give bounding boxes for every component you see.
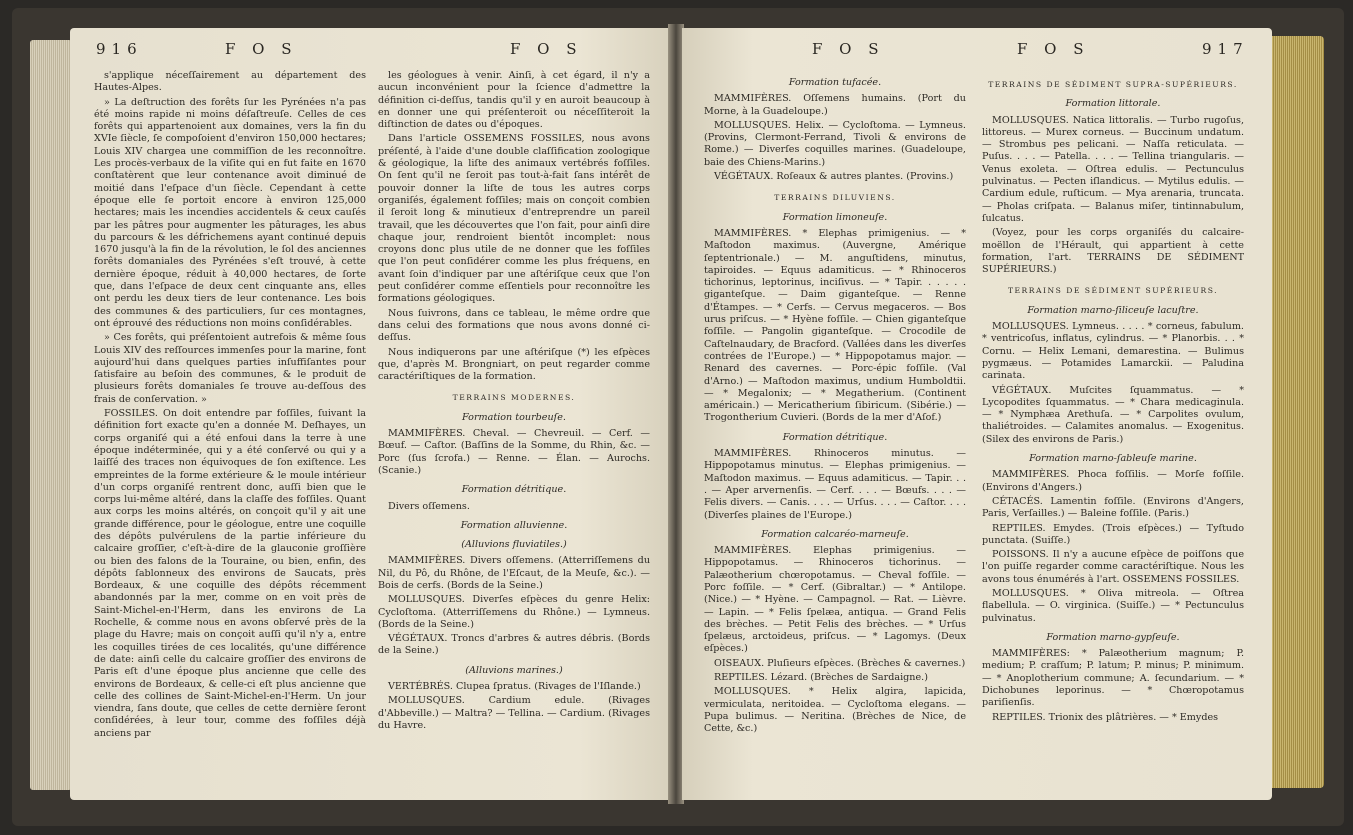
- paragraph: FOSSILES. On doit entendre par foſſiles, ſuivant la définition fort exacte qu'en a donnée M. Deſhayes, un corps organiſé qui a été enfoui dans la terre à une époque indéterminée, qui y a été conſervé ou qui y a laiſſé des traces non équivoques de ſon exiſtence. Les empreintes de la forme extérieure & le moule intérieur d'un corps organiſé rentrent donc, auſſi bien que le corps lui-même altéré, dans la claſſe des foſſiles. Quant aux corps les moins altérés, on conçoit qu'il y ait une grande différence, pour le géologue, entre une coquille des dépôts pulvérulens de la partie inférieure du calcaire groſſier, c'eſt-à-dire de la glauconie groſſière ou bien des falons de la Touraine, ou bien, enfin, des dépôts ſablonneux des environs de Saucats, près Bordeaux, & une coquille des dépôts récemment abandonnés par la mer, comme on en voit près de Saint-Michel-en-l'Herm, dans les environs de La Rochelle, & comme nous en avons obſervé près de la plage du Havre; mais on conçoit auſſi qu'il n'y a, entre les coquilles tirées de ces localités, qu'une différence de date: ainſi celle du calcaire groſſier des environs de Paris eſt d'une époque plus ancienne que celle des environs de Bordeaux, & celle-ci eſt plus ancienne que celle des collines de Saint-Michel-en-l'Herm. Un jour viendra, ſans doute, que celles de cette dernière ſeront conſidérées, à leur tour, comme des foſſiles déjà anciens par: [94, 408, 366, 739]
- paragraph: REPTILES. Emydes. (Trois eſpèces.) — Tyſtudo punctata. (Suiſſe.): [982, 522, 1244, 546]
- paragraph: MAMMIFÈRES. Divers oſſemens. (Atterriſſemens du Nil, du Pô, du Rhône, de l'Eſcaut, de la Meuſe, &c.). — Bois de cerfs. (Bords de la Seine.): [378, 555, 650, 591]
- subheading: Formation limoneuſe.: [782, 211, 888, 223]
- subheading: Formation tufacée.: [788, 77, 882, 88]
- paragraph: POISSONS. Il n'y a aucune eſpèce de poiſſons que l'on puiſſe regarder comme caractériſtique. Nous les avons tous énumérés à l'art. OSSEMENS FOSSILES.: [982, 549, 1244, 585]
- paragraph: (Voyez, pour les corps organiſés du calcaire-moëllon de l'Hérault, qui appartient à cette formation, l'art. TERRAINS DE SÉDIMENT SUPÉRIEURS.): [982, 227, 1244, 276]
- paragraph: MAMMIFÈRES. * Elephas primigenius. — * Maſtodon maximus. (Auvergne, Amérique ſeptentrionale.) — M. anguſtidens, minutus, tapiroides. — Equus adamiticus. — * Rhinoceros tichorinus, leptorinus, inciſivus. — * Tapir. . . . . . giganteſque. — Daim giganteſque. — Renne d'Étampes. — * Cerfs. — Cervus megaceros. — Bos urus priſcus. — * Hyène foſſile. — Chien giganteſque foſſile. — Pangolin giganteſque. — Crocodile de Caſtelnaudary, de Bracford. (Vallées dans les diverſes contrées de l'Europe.) — * Hippopotamus major. — Renard des cavernes. — Porc-épic foſſile. (Val d'Arno.) — Maſtodon maximus, undium Humboldtii. — * Megalonix; — * Megatherium. (Continent américain.) — Mericatherium ſibiricum. (Sibérie.) — Trogontherium Cuvieri. (Bords de la mer d'Aſof.): [704, 227, 966, 424]
- paragraph: VÉGÉTAUX. Roſeaux & autres plantes. (Provins.): [714, 171, 954, 183]
- paragraph: VÉGÉTAUX. Muſcites ſquammatus. — * Lycopodites ſquammatus. — * Chara medicaginula. — * Nymphæa Arethuſa. — * Carpolites ovulum, thaliétroides. — Calamites anomalus. — Exogenitus. (Silex des environs de Paris.): [982, 384, 1244, 445]
- subheading: Formation détritique.: [461, 484, 567, 496]
- page-number-right: 917: [1202, 40, 1249, 58]
- paragraph: VÉGÉTAUX. Troncs d'arbres & autres débris. (Bords de la Seine.): [378, 633, 650, 657]
- running-head: F O S: [812, 40, 885, 58]
- subheading: (Alluvions fluviatiles.): [461, 539, 567, 551]
- paragraph: MAMMIFÈRES: * Palæotherium magnum; P. medium; P. craſſum; P. latum; P. minus; P. minimum. — * Anoplotherium commune; A. ſecundarium. — * Dichobunes leporinus. — * Chœropotamus pariſienſis.: [982, 648, 1244, 709]
- subheading: Formation alluvienne.: [460, 519, 568, 531]
- section-heading: TERRAINS DE SÉDIMENT SUPRA-SUPÉRIEURS.: [988, 80, 1238, 89]
- section-heading: TERRAINS DE SÉDIMENT SUPÉRIEURS.: [1007, 286, 1219, 296]
- text-column-3: [704, 70, 966, 738]
- paragraph: OISEAUX. Pluſieurs eſpèces. (Brèches & cavernes.): [714, 657, 966, 669]
- section-heading: TERRAINS MODERNES.: [452, 393, 576, 403]
- left-page: [70, 28, 670, 800]
- paragraph: MAMMIFÈRES. Cheval. — Chevreuil. — Cerf. — Bœuf. — Caſtor. (Baſſins de la Somme, du Rhin, &c. — Porc (ſus ſcrofa.) — Renne. — Élan. — Aurochs. (Scanie.): [378, 428, 650, 476]
- paragraph: les géologues à venir. Ainſi, à cet égard, il n'y a aucun inconvénient pour la ſcience d'admettre la définition ci-deſſus, tandis qu'il y en auroit beaucoup à en donner une qui préſenteroit ou néceſſiteroit la diſtinction de dates ou d'époques.: [378, 70, 650, 131]
- right-page-edges: [1272, 36, 1324, 788]
- subheading: (Alluvions marines.): [465, 664, 563, 676]
- subheading: Formation littorale.: [1065, 98, 1161, 110]
- page-number-left: 916: [96, 40, 143, 58]
- left-page-edges: [30, 40, 72, 790]
- paragraph: MAMMIFÈRES. Elephas primigenius. — Hippopotamus. — Rhinoceros tichorinus. — Palæotherium chœropotamus. — Cheval foſſile. — Porc foſſile. — * Cerf. (Gibraltar.) — * Antilope. (Nice.) — * Hyène. — Campagnol. — Rat. — Lièvre. — Lapin. — * Felis ſpelæa, antiqua. — Grand Felis des brèches. — Petit Felis des brèches. — * Urſus ſpelæus, arctoideus, priſcus. — * Lagomys. (Deux eſpèces.): [704, 545, 966, 655]
- paragraph: Nous ſuivrons, dans ce tableau, le même ordre que dans celui des formations que nous avons donné ci-deſſus.: [378, 307, 650, 344]
- paragraph: MOLLUSQUES. * Helix algira, lapicida, vermiculata, neritoidea. — Cycloſtoma elegans. — Pupa bulimus. — Neritina. (Brèches de Nice, de Cette, &c.): [704, 686, 966, 735]
- paragraph: MOLLUSQUES. Cardium edule. (Rivages d'Abbeville.) — Maltra? — Tellina. — Cardium. (Rivages du Havre.: [378, 695, 650, 731]
- subheading: Formation marno-ſiliceuſe lacuſtre.: [1027, 304, 1199, 316]
- subheading: Formation détritique.: [782, 431, 888, 443]
- running-head: F O S: [510, 40, 583, 58]
- paragraph: MOLLUSQUES. Natica littoralis. — Turbo rugoſus, littoreus. — Murex corneus. — Buccinum undatum. — Strombus pes pelicani. — Naſſa reticulata. — Puſus. . . . — Patella. . . . — Tellina triangularis. — Venus exoleta. — Oſtrea edulis. — Pectunculus pulvinatus. — Pecten iſlandicus. — Mytilus edulis. — Cardium edule, ruſticum. — Mya arenaria, truncata. — Pholas criſpata. — Balanus miſer, tintinnabulum, ſulcatus.: [982, 114, 1244, 224]
- paragraph: MAMMIFÈRES. Phoca foſſilis. — Morſe foſſile. (Environs d'Angers.): [982, 469, 1244, 493]
- text-column-4: [982, 70, 1244, 726]
- paragraph: REPTILES. Trionix des plâtrières. — * Emydes: [992, 711, 1219, 723]
- paragraph: Dans l'article OSSEMENS FOSSILES, nous avons préſenté, à l'aide d'une double claſſification zoologique & géologique, la liſte des animaux vertébrés foſſiles. On ſent qu'il ne ſeroit pas tout-à-fait ſans intérêt de pouvoir donner la liſte de tous les autres corps organiſés, également foſſiles; mais on conçoit combien il ſeroit long & minutieux d'entreprendre un pareil travail, que les découvertes que l'on fait, pour ainſi dire chaque jour, rendroient bientôt incomplet: nous croyons donc plus utile de ne donner que les foſſiles que l'on peut conſidérer comme les plus fréquens, en avant ſoin d'indiquer par une aſtériſque ceux que l'on peut conſidérer comme eſſentiels pour reconnoître les formations géologiques.: [378, 133, 650, 305]
- running-head: F O S: [225, 40, 298, 58]
- paragraph: CÉTACÉS. Lamentin foſſile. (Environs d'Angers, Paris, Verſailles.) — Baleine foſſile. (Paris.): [982, 495, 1244, 520]
- paragraph: s'applique néceſſairement au département des Hautes-Alpes.: [94, 70, 366, 94]
- paragraph: » Ces forêts, qui préſentoient autrefois & même ſous Louis XIV des reſſources immenſes pour la marine, font aujourd'hui dans quelques parties inſuffiſantes pour ſatisfaire au beſoin des communes, & le produit de plusieurs forêts domaniales ſe trouve au-deſſous des frais de conſervation. »: [94, 332, 366, 405]
- paragraph: MOLLUSQUES. Diverſes eſpèces du genre Helix: Cycloſtoma. (Atterriſſemens du Rhône.) — Lymneus. (Bords de la Seine.): [378, 594, 650, 630]
- subheading: Formation tourbeuſe.: [462, 411, 566, 423]
- paragraph: MAMMIFÈRES. Oſſemens humains. (Port du Morne, à la Guadeloupe.): [704, 93, 966, 117]
- paragraph: MOLLUSQUES. Lymneus. . . . . * corneus, fabulum. * ventricoſus, inflatus, cylindrus. — * Planorbis. . . * Cornu. — Helix Lemani, demarestina. — Bulimus pygmæus. — Potamides Lamarckii. — Paludina carinata.: [982, 321, 1244, 382]
- paragraph: MAMMIFÈRES. Rhinoceros minutus. — Hippopotamus minutus. — Elephas primigenius. — Maſtodon maximus. — Equus adamiticus. — Tapir. . . . — Aper arvernenſis. — Cerf. . . . — Bœufs. . . . — Felis divers. — Canis. . . . — Urſus. . . . — Caſtor. . . . (Diverſes plaines de l'Europe.): [704, 448, 966, 521]
- subheading: Formation calcaréo-marneuſe.: [761, 528, 909, 540]
- section-heading: TERRAINS DILUVIENS.: [774, 193, 896, 203]
- paragraph: Nous indiquerons par une aſtériſque (*) les eſpèces que, d'après M. Brongniart, on peut regarder comme caractériſtiques de la formation.: [378, 346, 650, 383]
- paragraph: » La deſtruction des forêts ſur les Pyrénées n'a pas été moins rapide ni moins déſaſtreuſe. Celles de ces forêts qui appartenoient aux domaines, vers la fin du XVIe ſiècle, ſe compoſoient d'environ 150,000 hectares; Louis XIV chargea une commiſſion de les reconnoître. Les procès-verbaux de la viſite qui en fut faite en 1670 conſtatèrent que leur contenance avoit diminué de moitié dans l'eſpace d'un ſiècle. Cependant à cette époque elle ſe portoit encore à environ 125,000 hectares; mais les incendies accidentels & ceux cauſés par les pâtres pour augmenter les pâturages, les abus du parcours & les défrichemens ayant continué depuis 1670 jusqu'à la fin de la révolution, le ſol des anciennes forêts domaniales des Pyrénées s'eſt trouvé, à cette dernière époque, réduit à 40,000 hectares, de ſorte que, dans l'eſpace de deux cent cinquante ans, elles ont perdu les deux tiers de leur contenance. Les bois des communes & des particuliers, ſur ces montagnes, ont éprouvé des réductions non moins conſidérables.: [94, 96, 366, 329]
- paragraph: Divers oſſemens.: [388, 500, 470, 512]
- right-page: [682, 28, 1272, 800]
- subheading: Formation marno-gypſeuſe.: [1046, 631, 1180, 643]
- running-head: F O S: [1017, 40, 1090, 58]
- paragraph: REPTILES. Lézard. (Brèches de Sardaigne.): [714, 672, 928, 684]
- subheading: Formation marno-ſableuſe marine.: [1029, 453, 1197, 465]
- paragraph: MOLLUSQUES. * Oliva mitreola. — Oſtrea flabellula. — O. virginica. (Suiſſe.) — * Pectunculus pulvinatus.: [982, 587, 1244, 624]
- paragraph: MOLLUSQUES. Helix. — Cycloſtoma. — Lymneus. (Provins, Clermont-Ferrand, Tivoli & environs de Rome.) — Diverſes coquilles marines. (Guadeloupe, baie des Chiens-Marins.): [704, 119, 966, 168]
- text-column-1: [94, 70, 366, 742]
- paragraph: VERTÉBRÉS. Clupea ſpratus. (Rivages de l'Iſlande.): [388, 681, 641, 693]
- text-column-2: [378, 70, 650, 734]
